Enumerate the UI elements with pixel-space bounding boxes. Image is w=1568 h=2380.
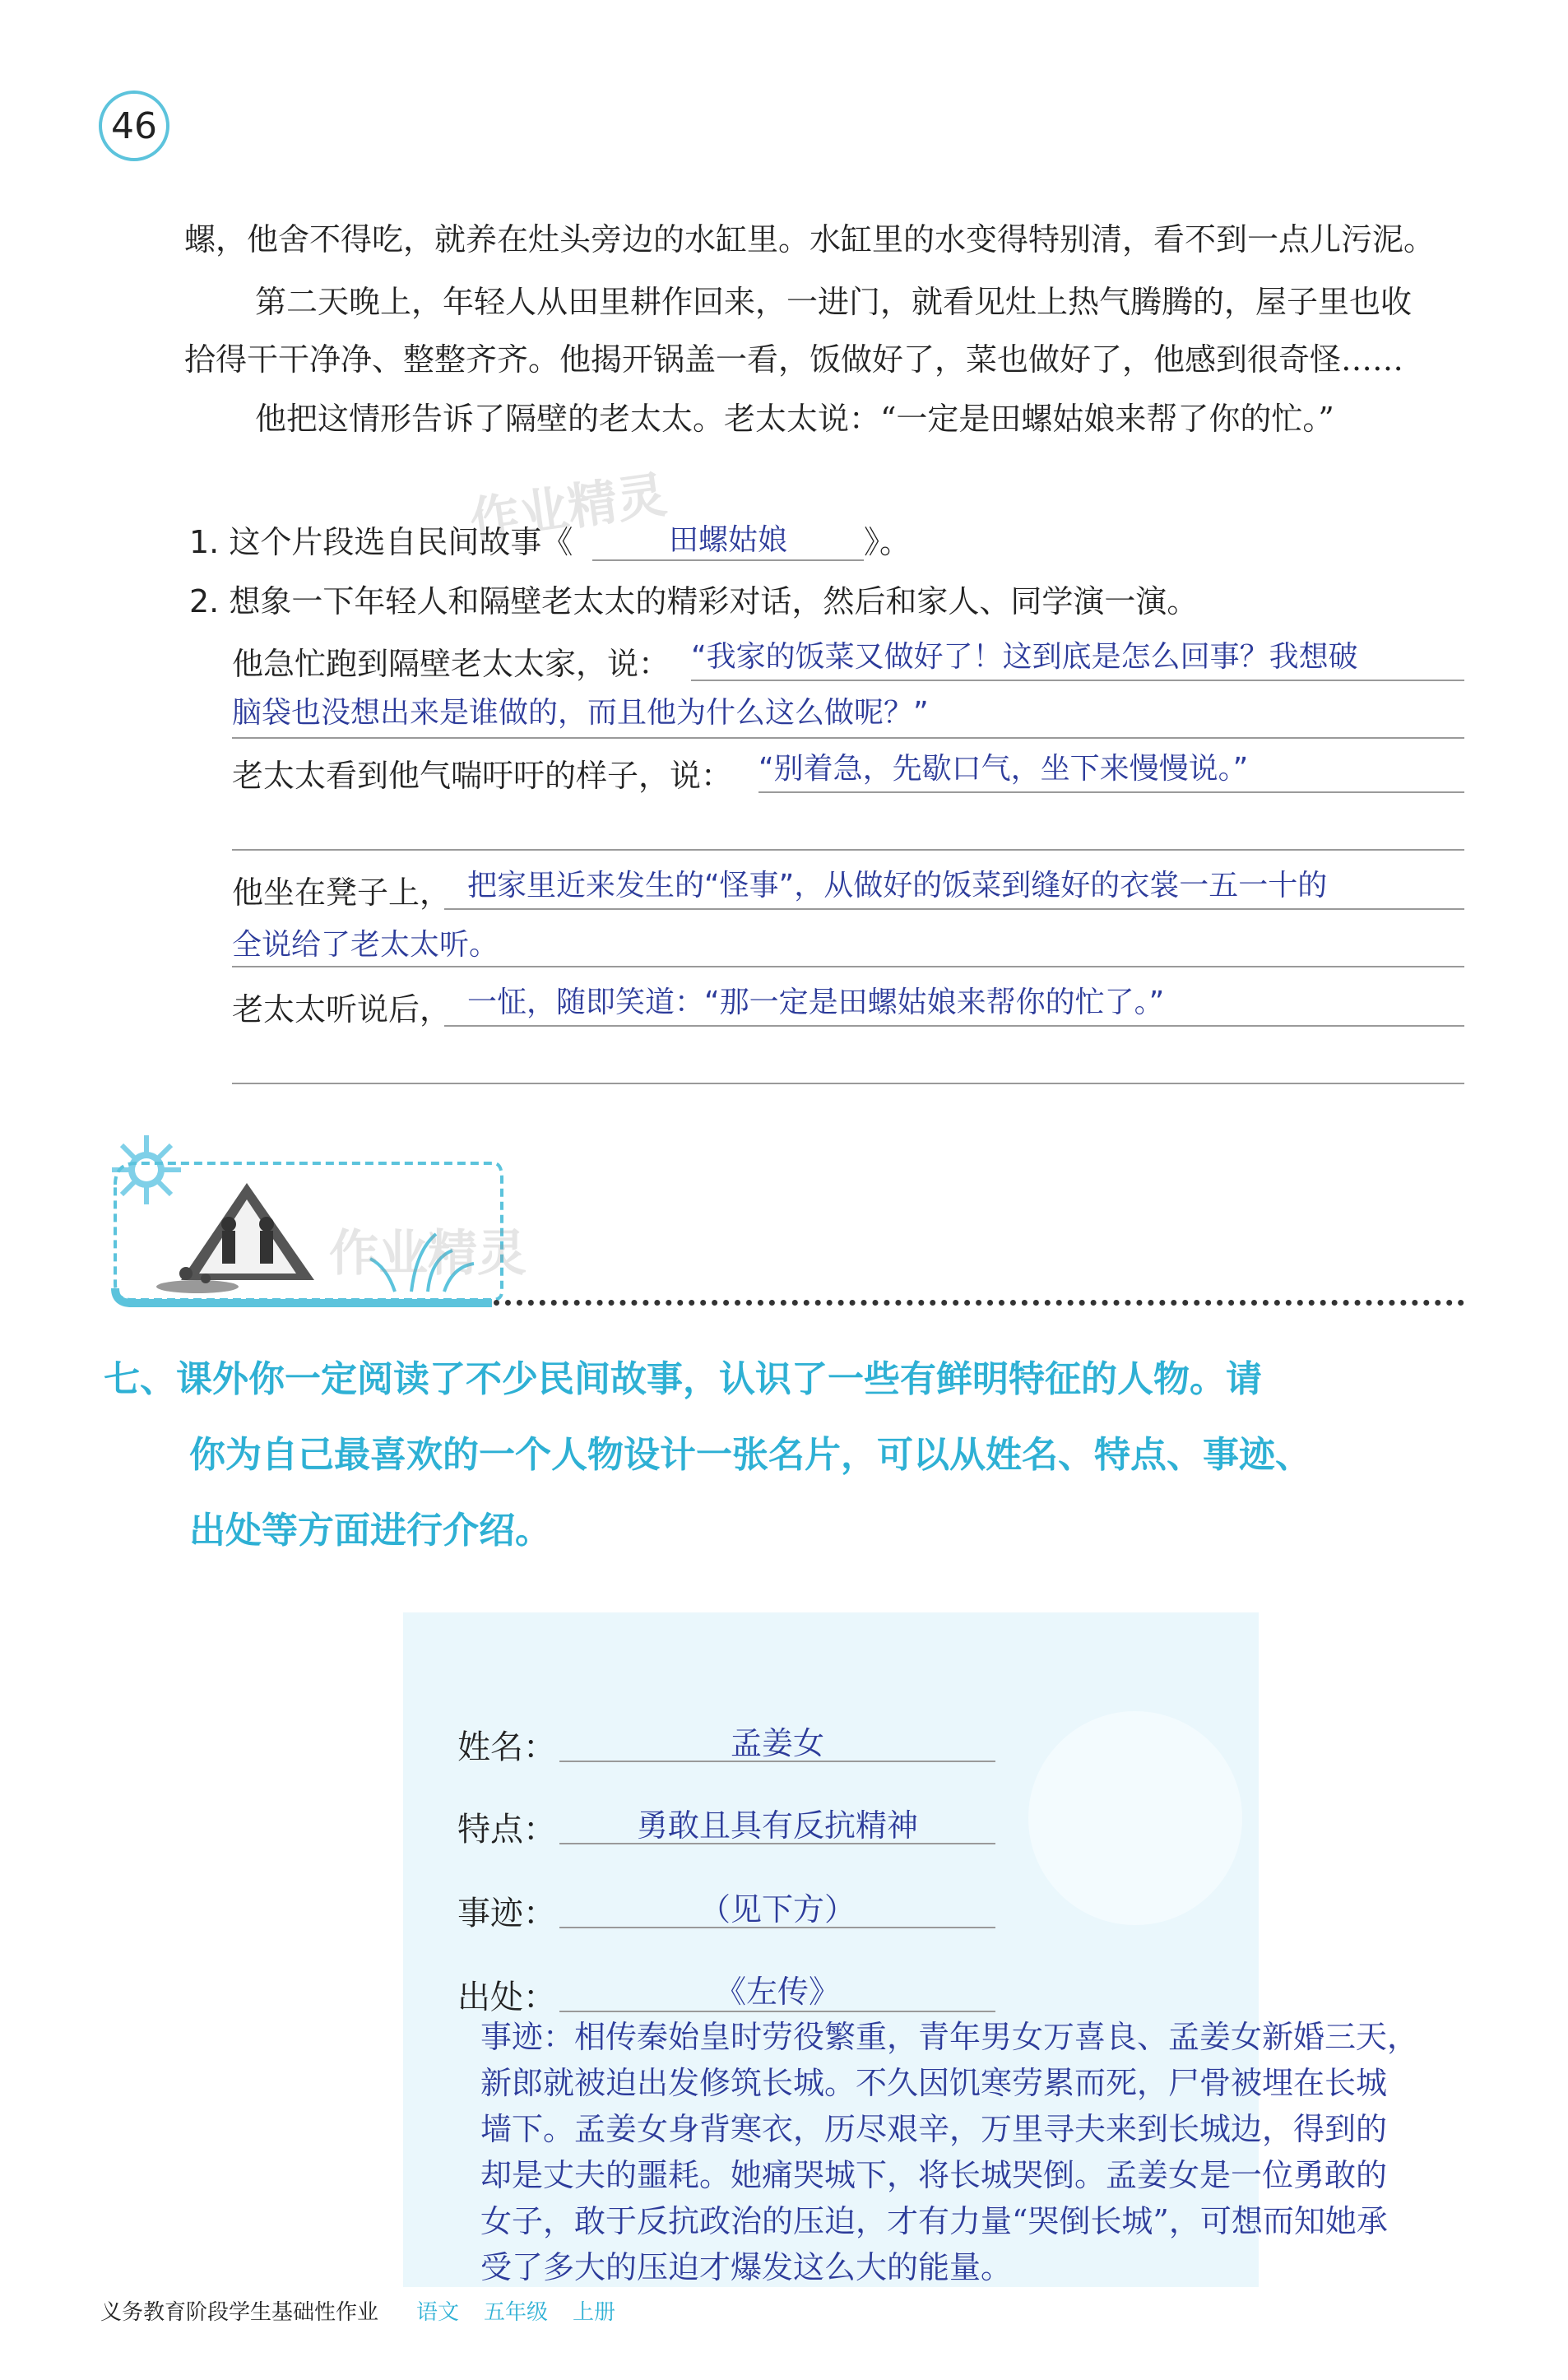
q1-suffix: 》。 [864,524,912,560]
passage-line-2: 第二天晚上，年轻人从田里耕作回来，一进门，就看见灶上热气腾腾的，屋子里也收 [255,284,1413,320]
name-value: 孟姜女 [730,1725,824,1761]
q2-prompt-4: 老太太听说后， [232,991,452,1028]
watermark: 作业精灵 [329,1225,527,1283]
footer-grade: 五年级 [484,2300,549,2325]
q1-answer-line [592,559,864,561]
q2-answer-2: “别着急，先歇口气，坐下来慢慢说。” [758,752,1249,786]
passage-line-3: 拾得干干净净、整整齐齐。他揭开锅盖一看，饭做好了，菜也做好了，他感到很奇怪…… [184,341,1404,378]
deeds-line [559,1927,995,1928]
q2-title: 2. 想象一下年轻人和隔壁老太太的精彩对话，然后和家人、同学演一演。 [189,583,1199,619]
passage-line-4: 他把这情形告诉了隔壁的老太太。老太太说：“一定是田螺姑娘来帮了你的忙。” [255,401,1334,437]
page-number: 46 [99,90,169,161]
card-decoration [1028,1711,1242,1925]
source-line [559,2011,995,2012]
story-line-1: 事迹：相传秦始皇时劳役繁重，青年男女万喜良、孟姜女新婚三天， [480,2019,1419,2055]
answer-line [232,737,1464,739]
q2-answer-1a: “我家的饭菜又做好了！这到底是怎么回事？我想破 [691,640,1358,674]
deeds-value: （见下方） [698,1891,856,1928]
answer-line [758,791,1464,793]
q1-answer: 田螺姑娘 [668,523,787,557]
trait-label: 特点： [457,1811,556,1849]
answer-line [444,1025,1464,1027]
q7-line-3: 出处等方面进行介绍。 [189,1510,551,1552]
source-label: 出处： [457,1979,556,2016]
answer-line [232,966,1464,967]
q7-line-2: 你为自己最喜欢的一个人物设计一张名片，可以从姓名、特点、事迹、 [189,1434,1311,1476]
passage-line-1: 螺，他舍不得吃，就养在灶头旁边的水缸里。水缸里的水变得特别清，看不到一点儿污泥。 [184,221,1436,257]
story-line-2: 新郎就被迫出发修筑长城。不久因饥寒劳累而死，尸骨被埋在长城 [480,2065,1388,2101]
q2-answer-4: 一怔，随即笑道：“那一定是田螺姑娘来帮你的忙了。” [467,986,1165,1019]
q7-line-1: 七、课外你一定阅读了不少民间故事，认识了一些有鲜明特征的人物。请 [104,1358,1262,1400]
answer-line [691,680,1464,681]
answer-line [232,1083,1464,1084]
q1-prefix: 1. 这个片段选自民间故事《 [189,524,573,560]
story-line-4: 却是丈夫的噩耗。她痛哭城下，将长城哭倒。孟姜女是一位勇敢的 [480,2157,1388,2193]
source-value: 《左传》 [714,1974,840,2010]
q2-answer-3b: 全说给了老太太听。 [232,928,499,962]
story-line-5: 女子，敢于反抗政治的压迫，才有力量“哭倒长城”，可想而知她承 [480,2203,1388,2239]
name-label: 姓名： [457,1728,556,1766]
footer-series: 义务教育阶段学生基础性作业 [100,2300,379,2325]
name-line [559,1761,995,1762]
trait-line [559,1843,995,1844]
q2-answer-3a: 把家里近来发生的“怪事”，从做好的饭菜到缝好的衣裳一五一十的 [467,869,1328,902]
q2-prompt-1: 他急忙跑到隔壁老太太家，说： [232,646,670,682]
story-line-6: 受了多大的压迫才爆发这么大的能量。 [480,2249,1013,2285]
q2-prompt-2: 老太太看到他气喘吁吁的样子，说： [232,758,733,794]
footer-subject: 语文 [416,2300,460,2325]
deeds-label: 事迹： [457,1895,556,1932]
answer-line [444,908,1464,910]
q2-prompt-3: 他坐在凳子上， [232,875,452,911]
section-divider [494,1300,1464,1306]
trait-value: 勇敢且具有反抗精神 [636,1807,918,1844]
story-line-3: 墙下。孟姜女身背寒衣，历尽艰辛，万里寻夫来到长城边，得到的 [480,2111,1388,2147]
answer-line [232,849,1464,851]
watermark: 作业精灵 [466,466,670,551]
footer-volume: 上册 [573,2300,616,2325]
q2-answer-1b: 脑袋也没想出来是谁做的，而且他为什么这么做呢？” [232,696,929,730]
